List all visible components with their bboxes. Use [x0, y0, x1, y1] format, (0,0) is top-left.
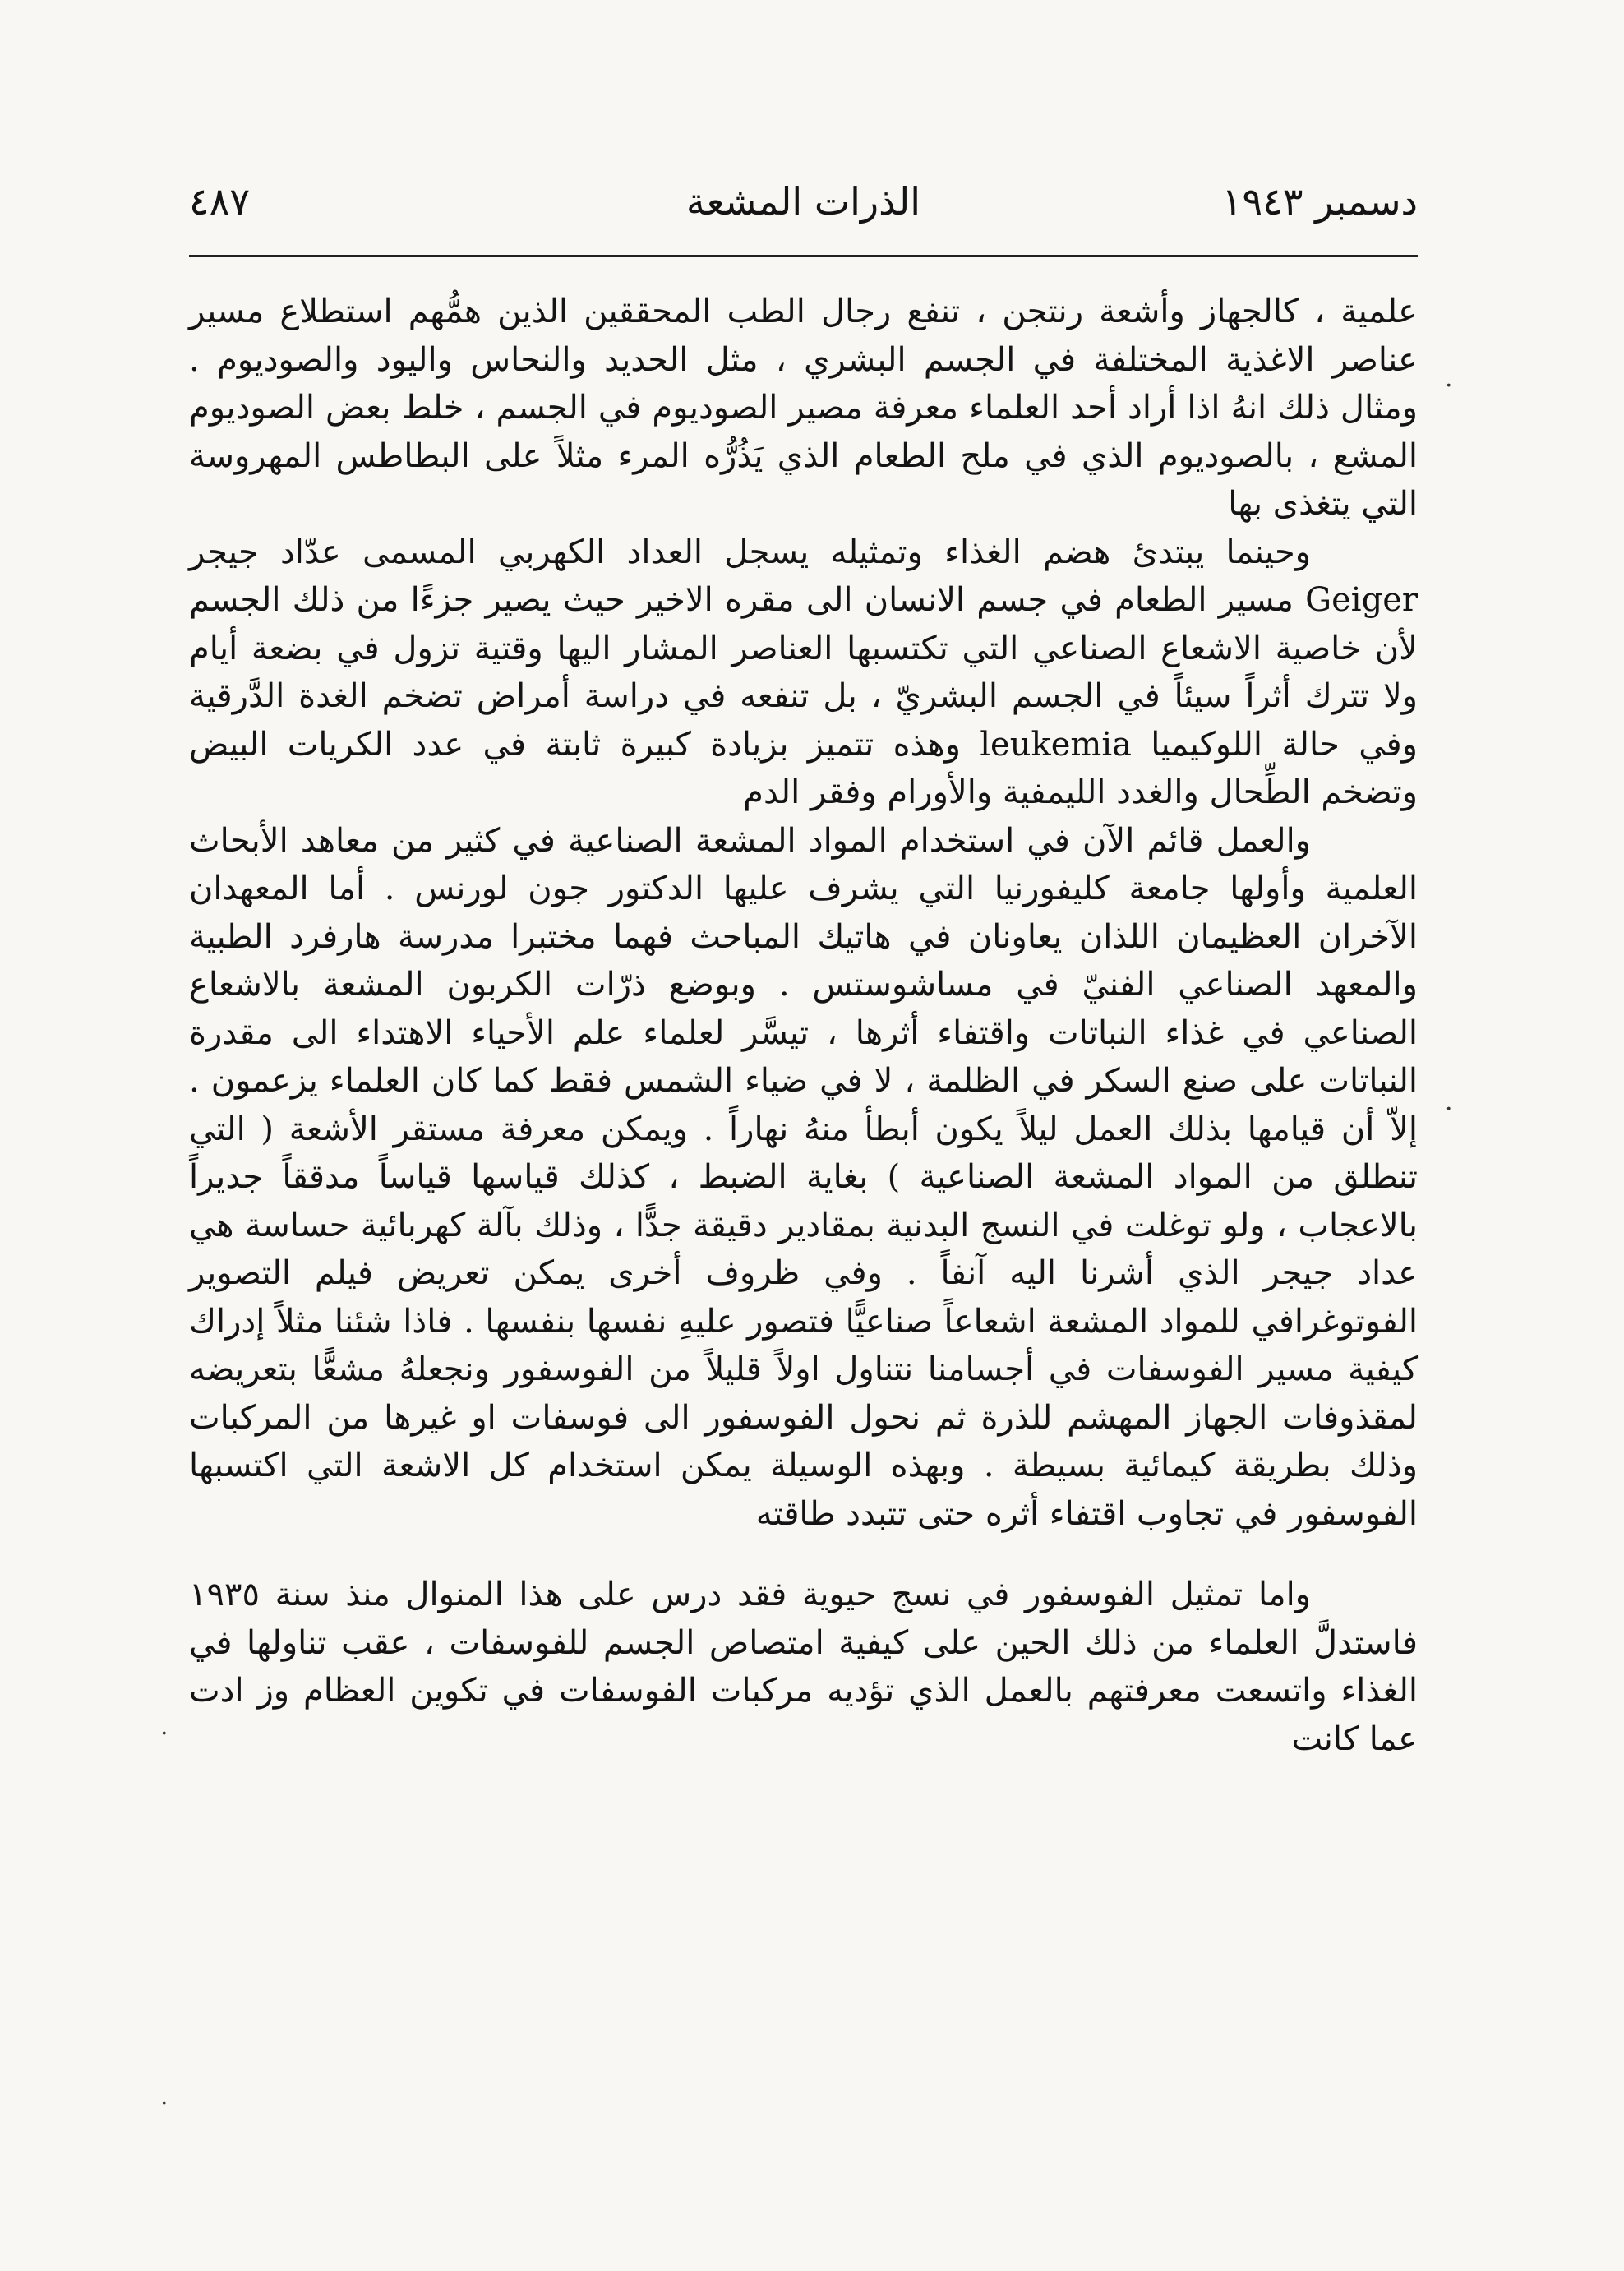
margin-dot: ·	[160, 2089, 168, 2118]
header-date: دسمبر ١٩٤٣	[1221, 179, 1418, 224]
header-rule	[189, 255, 1418, 257]
paragraph-2: وحينما يبتدئ هضم الغذاء وتمثيله يسجل العداد الكهربي المسمى عدّاد جيجر Geiger مسير الطعام في جسم الانسان الى مقره الاخير حيث يصير جزءًا من ذلك الجسم لأن خاصية الاشعاع الصناعي التي تكتسبها العناصر المشار اليها وقتية تزول في بضعة أيام ولا تترك أثراً سيئاً في الجسم البشريّ ، بل تنفعه في دراسة أمراض تضخم الغدة الدَّرقية وفي حالة اللوكيميا leukemia وهذه تتميز بزيادة كبيرة ثابتة في عدد الكريات البيض وتضخم الطِّحال والغدد الليمفية والأورام وفقر الدم	[189, 533, 1418, 811]
header-title: الذرات المشعة	[685, 179, 921, 224]
margin-dot: ·	[160, 1719, 168, 1748]
page-number: ٤٨٧	[189, 179, 251, 224]
margin-dot: ·	[1445, 1095, 1453, 1124]
margin-dot: ·	[1445, 372, 1453, 400]
paragraph-4: واما تمثيل الفوسفور في نسج حيوية فقد درس على هذا المنوال منذ سنة ١٩٣٥ فاستدلَّ العلماء من ذلك الحين على كيفية امتصاص الجسم للفوسفات ، عقب تناولها في الغذاء واتسعت معرفتهم بالعمل الذي تؤديه مركبات الفوسفات في تكوين العظام وز ادت عما كانت	[189, 1576, 1418, 1758]
page-header	[189, 168, 1418, 234]
paragraph-3: والعمل قائم الآن في استخدام المواد المشعة الصناعية في كثير من معاهد الأبحاث العلمية وأولها جامعة كليفورنيا التي يشرف عليها الدكتور جون لورنس . أما المعهدان الآخران العظيمان اللذان يعاونان في هاتيك المباحث فهما مختبرا مدرسة هارفرد الطبية والمعهد الصناعي الفنيّ في مساشوستس . وبوضع ذرّات الكربون المشعة بالاشعاع الصناعي في غذاء النباتات واقتفاء أثرها ، تيسَّر لعلماء علم الأحياء الاهتداء الى مقدرة النباتات على صنع السكر في الظلمة ، لا في ضياء الشمس فقط كما كان العلماء يزعمون . إلاّ أن قيامها بذلك العمل ليلاً يكون أبطأ منهُ نهاراً . ويمكن معرفة مستقر الأشعة ( التي تنطلق من المواد المشعة الصناعية ) بغاية الضبط ، كذلك قياسها قياساً مدققاً جديراً بالاعجاب ، ولو توغلت في النسج البدنية بمقادير دقيقة جدًّا ، وذلك بآلة كهربائية حساسة هي عداد جيجر الذي أشرنا اليه آنفاً . وفي ظروف أخرى يمكن تعريض فيلم التصوير الفوتوغرافي للمواد المشعة اشعاعاً صناعيًّا فتصور عليهِ نفسها بنفسها . فاذا شئنا مثلاً إدراك كيفية مسير الفوسفات في أجسامنا نتناول اولاً قليلاً من الفوسفور ونجعلهُ مشعًّا بتعريضه لمقذوفات الجهاز المهشم للذرة ثم نحول الفوسفور الى فوسفات او غيرها من المركبات وذلك بطريقة كيمائية بسيطة . وبهذه الوسيلة يمكن استخدام كل الاشعة التي اكتسبها الفوسفور في تجاوب اقتفاء أثره حتى تتبدد طاقته	[189, 821, 1418, 1533]
article-body	[189, 288, 1418, 1763]
paragraph-1: علمية ، كالجهاز وأشعة رنتجن ، تنفع رجال الطب المحققين الذين همُّهم استطلاع مسير عناصر الاغذية المختلفة في الجسم البشري ، مثل الحديد والنحاس واليود والصوديوم . ومثال ذلك انهُ اذا أراد أحد العلماء معرفة مصير الصوديوم في الجسم ، خلط بعض الصوديوم المشع ، بالصوديوم الذي في ملح الطعام الذي يَذُرُّه المرء مثلاً على البطاطس المهروسة التي يتغذى بها	[189, 293, 1418, 523]
